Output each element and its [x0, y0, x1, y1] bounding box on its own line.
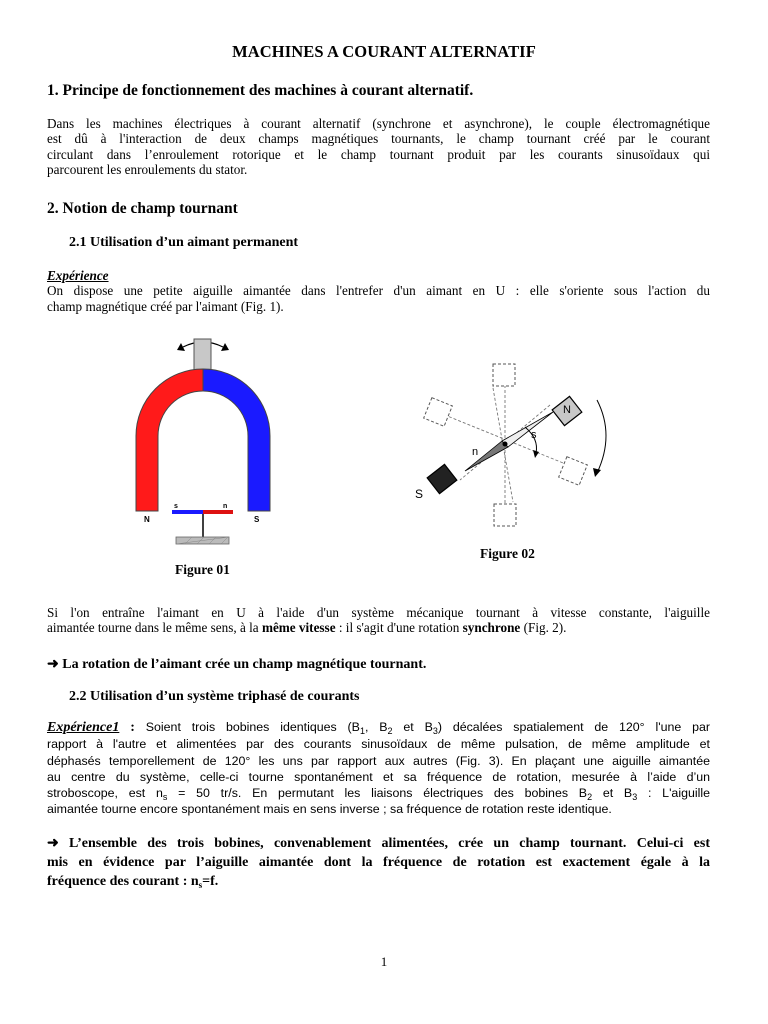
section-1-paragraph	[47, 116, 710, 178]
magnet-south-half	[203, 369, 270, 511]
needle-label-s: s	[531, 429, 537, 441]
section-2-heading: 2. Notion de champ tournant	[47, 200, 238, 217]
text-run: (Fig. 2).	[520, 620, 567, 636]
paragraph-line: On dispose une petite aiguille aimantée dans l'entrefer d'un aimant en U : elle s'oriente sous l'action du	[47, 283, 710, 299]
synchronous-rotation-paragraph	[47, 605, 710, 636]
text-run: aimantée tourne dans le même sens, à la	[47, 620, 262, 636]
text-run-bold: synchrone	[462, 620, 521, 636]
paragraph-line	[47, 834, 710, 853]
paragraph-line: est dû à l'interaction de deux champs magnétiques tournants, le champ tournant créé par le courant	[47, 131, 710, 147]
text-run: :	[119, 720, 135, 735]
section-2-1-heading: 2.1 Utilisation d’un aimant permanent	[69, 235, 299, 250]
text-run: Soient trois bobines identiques (B	[134, 720, 360, 734]
text-run: = 50 tr/s. En permutant les liaisons électriques des bobines B	[167, 786, 588, 801]
intermediate-position-left	[424, 398, 453, 427]
figure-02-rotating-field	[405, 355, 620, 535]
subscript: 2	[587, 792, 593, 803]
paragraph-line: déphasés temporellement de 120° les uns par rapport aux autres (Fig. 3). En plaçant une aiguille aimantée	[47, 753, 710, 768]
figure-02-caption: Figure 02	[480, 546, 535, 561]
paragraph-line	[47, 785, 710, 801]
pole-label-n: N	[563, 404, 571, 416]
conclusion-1	[47, 656, 426, 673]
text-run: , B	[364, 720, 388, 734]
experience-paragraph	[47, 268, 710, 314]
needle-north-half	[203, 510, 233, 514]
text-run: ) décalées spatialement de 120° l'une par	[437, 720, 711, 734]
pole-label-s: S	[254, 515, 260, 524]
experience1-paragraph	[47, 719, 710, 818]
arrow-right-icon: ➜	[47, 657, 59, 672]
paragraph-line	[47, 872, 710, 891]
intermediate-position-right	[559, 457, 588, 486]
text-run: fréquence des courant : n	[47, 874, 199, 889]
section-1-heading: 1. Principe de fonctionnement des machines à courant alternatif.	[47, 82, 474, 99]
paragraph-line: parcourent les enroulements du stator.	[47, 162, 248, 178]
page-number: 1	[380, 954, 388, 969]
paragraph-line: au centre du système, celle-ci tourne spontanément et sa fréquence de rotation, mesurée à l’aide d’un	[47, 769, 710, 784]
paragraph-line: rapport à l'autre et alimentées par des courants sinusoïdaux de même pulsation, de même amplitude et	[47, 737, 710, 752]
conclusion-2	[47, 834, 710, 891]
paragraph-line: aimantée tourne encore spontanément mais en sens inverse ; sa fréquence de rotation reste identique.	[47, 802, 612, 817]
conclusion-text: L’ensemble des trois bobines, convenablement alimentées, crée un champ tournant. Celui-ci est	[69, 836, 710, 851]
needle-label-s: s	[174, 503, 178, 510]
magnet-pole-south	[427, 464, 457, 493]
text-run: : L'aiguille	[637, 786, 711, 801]
paragraph-line: mis en évidence par l’aiguille aimantée dont la fréquence de rotation est exactement égale à la	[47, 855, 710, 870]
experience1-label: Expérience1	[47, 720, 120, 735]
arrow-right-icon: ➜	[47, 836, 70, 851]
paragraph-line: Dans les machines électriques à courant alternatif (synchrone et asynchrone), le couple électromagnétique	[47, 116, 710, 131]
paragraph-line: Si l'on entraîne l'aimant en U à l'aide d'un système mécanique tournant à vitesse constante, l'aiguille	[47, 605, 710, 620]
text-run: =f.	[202, 874, 219, 889]
figure-01-u-magnet	[125, 333, 280, 553]
large-rotation-arrow-icon	[597, 400, 606, 473]
paragraph-line: champ magnétique créé par l'aimant (Fig. 1).	[47, 298, 284, 314]
text-run: stroboscope, est n	[47, 786, 163, 801]
initial-position-top	[493, 364, 515, 386]
magnet-north-half	[136, 369, 203, 511]
text-run: : il s'agit d'une rotation	[335, 620, 463, 636]
section-2-2-heading: 2.2 Utilisation d’un système triphasé de courants	[69, 689, 360, 704]
text-run: et B	[392, 720, 433, 734]
text-run: et B	[592, 786, 633, 801]
figure-01-caption: Figure 01	[175, 562, 230, 577]
magnet-shaft	[194, 339, 211, 371]
needle-label-n: n	[472, 446, 479, 458]
experience-label: Expérience	[47, 268, 109, 283]
subscript: 3	[432, 726, 438, 736]
subscript: 1	[359, 726, 365, 736]
conclusion-text: La rotation de l’aimant crée un champ magnétique tournant.	[62, 657, 427, 672]
paragraph-line	[47, 620, 710, 635]
subscript: 2	[387, 726, 393, 736]
paragraph-line: circulant dans l’enroulement rotorique et le champ tournant produit par les courants sinusoïdaux qui	[47, 146, 710, 162]
subscript: 3	[632, 792, 638, 803]
needle-south-half	[172, 510, 203, 514]
subscript: s	[162, 792, 168, 803]
initial-position-bottom	[494, 504, 516, 526]
pole-label-s: S	[415, 487, 424, 501]
page-title: MACHINES A COURANT ALTERNATIF	[232, 42, 536, 61]
paragraph-line	[47, 719, 710, 736]
needle-label-n: n	[223, 503, 228, 510]
pole-label-n: N	[144, 515, 150, 524]
text-run-bold: même vitesse	[261, 620, 336, 636]
subscript: s	[198, 880, 203, 890]
